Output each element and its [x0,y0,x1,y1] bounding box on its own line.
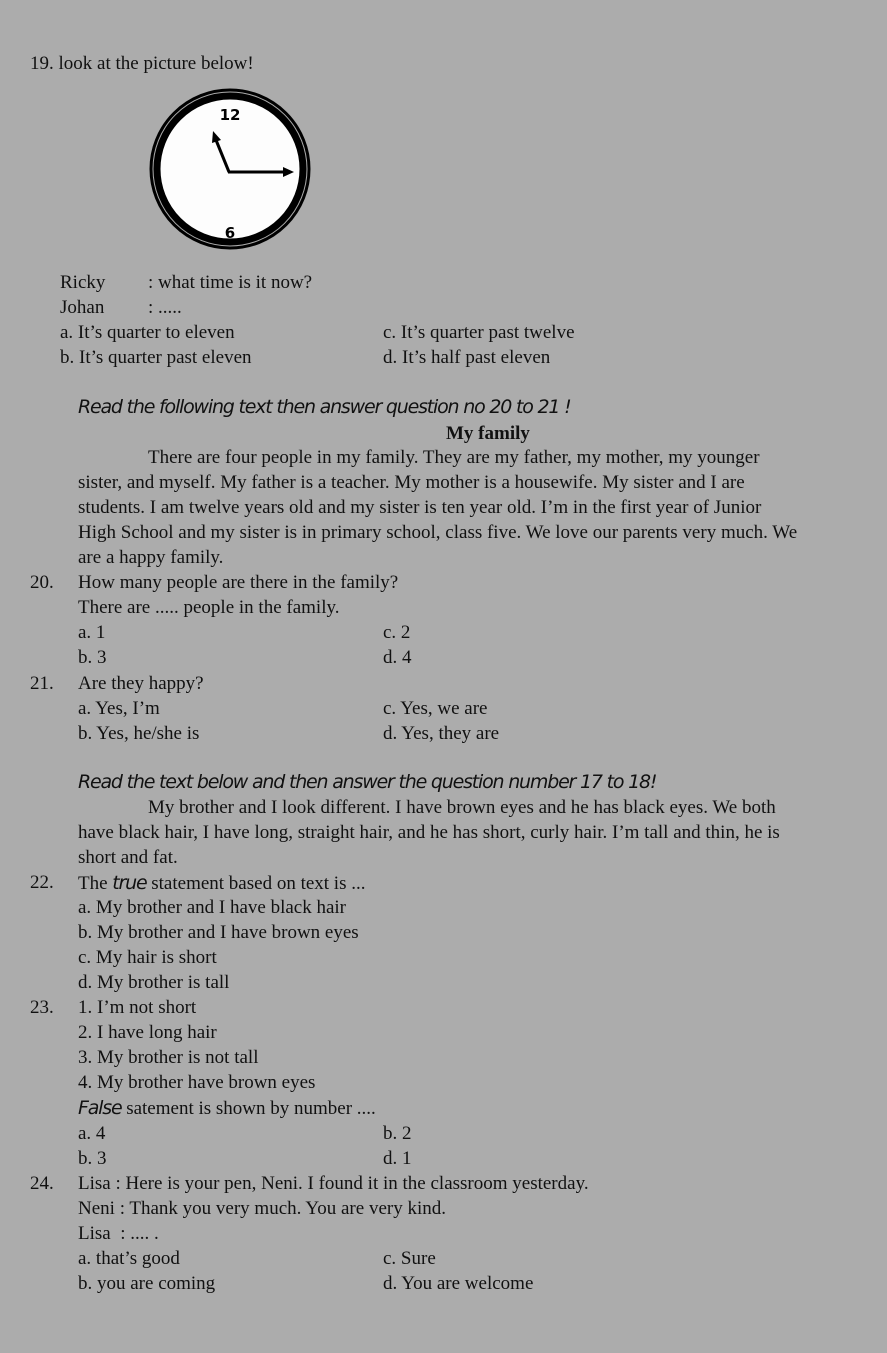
passage-1-line-5: are a happy family. [78,547,224,568]
q23-option-a[interactable]: a. 4 [78,1123,106,1144]
q22-number: 22. [30,872,54,893]
instruction-2: Read the text below and then answer the question number 17 to 18! [78,771,657,793]
q23-statement-3: 3. My brother is not tall [78,1047,259,1068]
q19-dialog-line-1 [60,272,105,294]
q24-dialog-line-1 [78,1173,589,1195]
q20-option-c[interactable]: c. 2 [383,622,411,643]
q20-question: How many people are there in the family? [78,572,399,593]
q22-question [78,872,365,895]
q24-option-c[interactable]: c. Sure [383,1248,436,1269]
q23-number: 23. [30,997,54,1018]
q20-option-d[interactable]: d. 4 [383,647,412,668]
q19-speaker-2: Johan [60,297,105,318]
q22-question-before: The [78,873,113,894]
q19-dialog-text-2: : ..... [148,297,182,318]
q23-option-b[interactable]: b. 3 [78,1148,107,1169]
q19-speaker-1: Ricky [60,272,106,293]
passage-2-line-1: My brother and I look different. I have brown eyes and he has black eyes. We both [148,797,776,818]
q22-option-d[interactable]: d. My brother is tall [78,972,230,993]
q24-line-3: : .... . [120,1223,159,1244]
q23-option-d[interactable]: d. 1 [383,1148,412,1169]
passage-1-line-1: There are four people in my family. They are my father, my mother, my younger [148,447,760,468]
q23-statement-1: 1. I’m not short [78,997,197,1018]
q21-option-d[interactable]: d. Yes, they are [383,723,500,744]
q23-statement-4: 4. My brother have brown eyes [78,1072,316,1093]
q19-option-a[interactable]: a. It’s quarter to eleven [60,322,235,343]
q20-option-b[interactable]: b. 3 [78,647,107,668]
q24-option-d[interactable]: d. You are welcome [383,1273,534,1294]
passage-1-title: My family [446,423,530,444]
q20-number: 20. [30,572,54,593]
q24-number: 24. [30,1173,54,1194]
q24-option-a[interactable]: a. that’s good [78,1248,180,1269]
clock-label-6: 6 [224,224,236,242]
q22-option-c[interactable]: c. My hair is short [78,947,217,968]
q20-stem: There are ..... people in the family. [78,597,340,618]
q22-option-a[interactable]: a. My brother and I have black hair [78,897,347,918]
q23-question-after: satement is shown by number .... [121,1098,376,1119]
passage-1-line-2: sister, and myself. My father is a teacher. My mother is a housewife. My sister and I are [78,472,745,493]
q19-option-d[interactable]: d. It’s half past eleven [383,347,551,368]
q21-option-a[interactable]: a. Yes, I’m [78,698,160,719]
passage-2-line-2: have black hair, I have long, straight hair, and he has short, curly hair. I’m tall and thin, he is [78,822,780,843]
q22-question-emph: true [112,872,147,894]
q22-question-after: statement based on text is ... [146,873,366,894]
q24-option-b[interactable]: b. you are coming [78,1273,216,1294]
instruction-1: Read the following text then answer question no 20 to 21 ! [78,396,571,418]
passage-1-line-3: students. I am twelve years old and my sister is ten year old. I’m in the first year of Junior [78,497,762,518]
q19-heading [30,53,254,75]
q21-question: Are they happy? [78,673,204,694]
q24-line-1: : Here is your pen, Neni. I found it in the classroom yesterday. [115,1173,589,1194]
q19-option-b[interactable]: b. It’s quarter past eleven [60,347,252,368]
q23-question [78,1097,376,1120]
q21-option-c[interactable]: c. Yes, we are [383,698,488,719]
q19-dialog-text-1: : what time is it now? [148,272,313,293]
q23-option-c[interactable]: b. 2 [383,1123,412,1144]
clock-image [148,87,312,251]
q24-dialog-line-2 [78,1198,446,1220]
q21-number: 21. [30,673,54,694]
passage-1-line-4: High School and my sister is in primary school, class five. We love our parents very much. We [78,522,798,543]
clock-label-12: 12 [219,106,241,124]
q24-dialog-line-3 [78,1223,159,1245]
passage-2-line-3: short and fat. [78,847,178,868]
q19-prompt: look at the picture below! [58,53,254,74]
q23-question-emph: False [78,1097,122,1119]
q20-option-a[interactable]: a. 1 [78,622,106,643]
q24-speaker-3: Lisa [78,1223,111,1244]
q19-option-c[interactable]: c. It’s quarter past twelve [383,322,575,343]
q24-speaker-2: Neni [78,1198,115,1219]
q19-number: 19. [30,53,54,74]
q22-option-b[interactable]: b. My brother and I have brown eyes [78,922,359,943]
q21-option-b[interactable]: b. Yes, he/she is [78,723,200,744]
q19-dialog-line-2 [60,297,104,319]
q24-line-2: : Thank you very much. You are very kind. [119,1198,446,1219]
q24-speaker-1: Lisa [78,1173,111,1194]
q23-statement-2: 2. I have long hair [78,1022,217,1043]
